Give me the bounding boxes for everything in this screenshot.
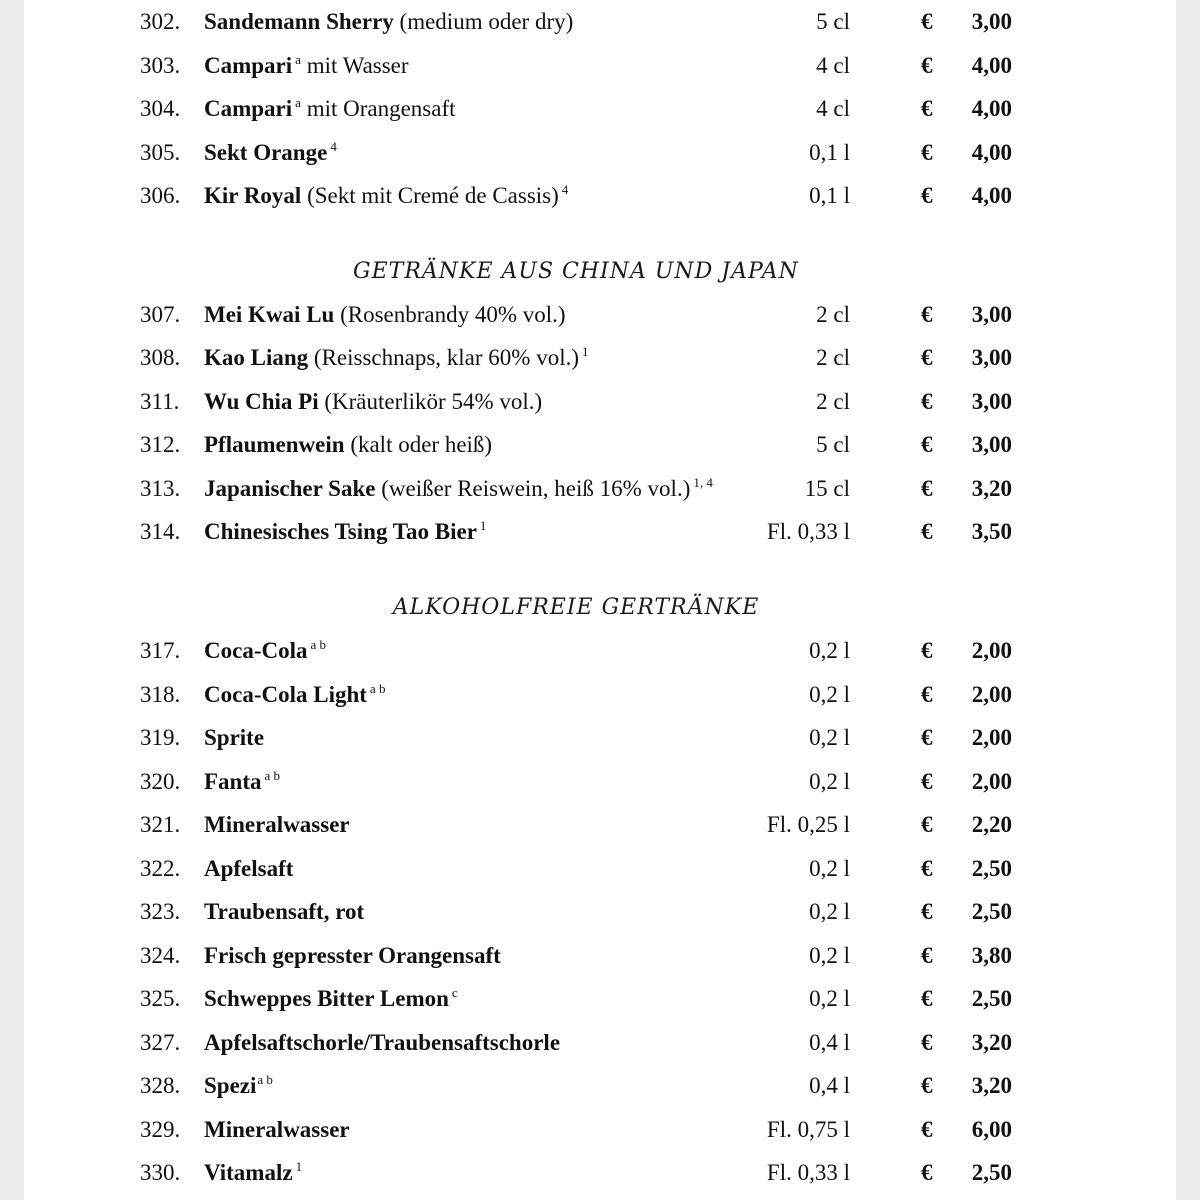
item-footnote: a bbox=[295, 52, 301, 67]
item-price: 4,00 bbox=[971, 183, 1012, 208]
item-number: 330. bbox=[140, 1160, 181, 1185]
item-number: 327. bbox=[140, 1030, 181, 1055]
item-name: Vitamalz bbox=[204, 1160, 293, 1185]
item-number: 324. bbox=[140, 943, 181, 968]
item-number: 317. bbox=[140, 638, 181, 663]
item-name: Mineralwasser bbox=[204, 1117, 350, 1142]
item-price: 3,00 bbox=[971, 389, 1012, 414]
item-description: (Reisschnaps, klar 60% vol.) bbox=[308, 345, 580, 370]
item-price: 2,50 bbox=[971, 856, 1012, 881]
item-quantity: 2 cl bbox=[816, 345, 850, 370]
item-quantity: 0,2 l bbox=[809, 638, 850, 663]
item-name: Coca-Cola Light bbox=[204, 682, 367, 707]
item-quantity: 5 cl bbox=[816, 9, 850, 34]
item-name: Spezi bbox=[204, 1073, 257, 1098]
item-quantity: 0,2 l bbox=[809, 725, 850, 750]
item-number: 302. bbox=[140, 9, 181, 34]
item-number: 321. bbox=[140, 812, 181, 837]
currency-symbol: € bbox=[921, 725, 933, 750]
item-quantity: 2 cl bbox=[816, 302, 850, 327]
item-quantity: 4 cl bbox=[816, 53, 850, 78]
menu-item bbox=[24, 474, 1176, 504]
item-quantity: 0,2 l bbox=[809, 943, 850, 968]
item-quantity: 0,2 l bbox=[809, 682, 850, 707]
item-price: 2,20 bbox=[971, 812, 1012, 837]
item-quantity: 0,1 l bbox=[809, 140, 850, 165]
item-number: 313. bbox=[140, 476, 181, 501]
item-number: 320. bbox=[140, 769, 181, 794]
item-description: (weißer Reiswein, heiß 16% vol.) bbox=[375, 476, 691, 501]
item-footnote: a b bbox=[310, 637, 327, 652]
item-name: Sekt Orange bbox=[204, 140, 328, 165]
item-price: 6,00 bbox=[971, 1117, 1012, 1142]
menu-item bbox=[24, 767, 1176, 797]
item-quantity: 0,1 l bbox=[809, 183, 850, 208]
currency-symbol: € bbox=[921, 476, 933, 501]
currency-symbol: € bbox=[921, 899, 933, 924]
item-number: 304. bbox=[140, 96, 181, 121]
section-heading: GETRÄNKE AUS CHINA UND JAPAN bbox=[353, 259, 799, 284]
item-quantity: 0,2 l bbox=[809, 769, 850, 794]
currency-symbol: € bbox=[921, 183, 933, 208]
menu-item bbox=[24, 723, 1176, 753]
section-heading: ALKOHOLFREIE GERTRÄNKE bbox=[392, 595, 760, 620]
menu-item bbox=[24, 984, 1176, 1014]
item-name: Chinesisches Tsing Tao Bier bbox=[204, 519, 477, 544]
item-price: 3,80 bbox=[971, 943, 1012, 968]
menu-item bbox=[24, 138, 1176, 168]
item-price: 3,00 bbox=[971, 302, 1012, 327]
item-number: 311. bbox=[140, 389, 180, 414]
currency-symbol: € bbox=[921, 345, 933, 370]
menu-item bbox=[24, 1071, 1176, 1101]
item-name: Frisch gepresster Orangensaft bbox=[204, 943, 501, 968]
menu-item bbox=[24, 1028, 1176, 1058]
menu-page bbox=[24, 0, 1176, 1200]
item-number: 314. bbox=[140, 519, 181, 544]
item-footnote: a b bbox=[257, 1072, 273, 1087]
item-name: Japanischer Sake bbox=[204, 476, 376, 501]
item-description: (Rosenbrandy 40% vol.) bbox=[334, 302, 566, 327]
item-name: Schweppes Bitter Lemon bbox=[204, 986, 449, 1011]
item-name: Fanta bbox=[204, 769, 262, 794]
item-quantity: 0,2 l bbox=[809, 986, 850, 1011]
item-quantity: 15 cl bbox=[804, 476, 850, 501]
item-number: 328. bbox=[140, 1073, 181, 1098]
item-description: mit Wasser bbox=[300, 53, 409, 78]
item-number: 318. bbox=[140, 682, 181, 707]
menu-item bbox=[24, 51, 1176, 81]
item-price: 4,00 bbox=[971, 53, 1012, 78]
item-price: 2,00 bbox=[971, 638, 1012, 663]
item-name: Apfelsaft bbox=[204, 856, 294, 881]
item-footnote: 1 bbox=[479, 518, 487, 533]
item-price: 2,50 bbox=[971, 1160, 1012, 1185]
item-name: Traubensaft, rot bbox=[204, 899, 365, 924]
item-description: mit Orangensaft bbox=[300, 96, 456, 121]
menu-item bbox=[24, 680, 1176, 710]
item-footnote: c bbox=[451, 985, 458, 1000]
item-number: 325. bbox=[140, 986, 181, 1011]
item-name: Campari bbox=[204, 96, 293, 121]
menu-item bbox=[24, 1115, 1176, 1145]
item-number: 307. bbox=[140, 302, 181, 327]
item-price: 3,20 bbox=[971, 476, 1012, 501]
menu-item bbox=[24, 94, 1176, 124]
item-number: 303. bbox=[140, 53, 181, 78]
menu-item bbox=[24, 636, 1176, 666]
menu-item bbox=[24, 430, 1176, 460]
item-description: (medium oder dry) bbox=[393, 9, 574, 34]
menu-item bbox=[24, 343, 1176, 373]
menu-item bbox=[24, 387, 1176, 417]
item-quantity: 5 cl bbox=[816, 432, 850, 457]
item-quantity: Fl. 0,33 l bbox=[766, 1160, 850, 1185]
item-quantity: 0,2 l bbox=[809, 856, 850, 881]
currency-symbol: € bbox=[921, 53, 933, 78]
item-description: (Sekt mit Cremé de Cassis) bbox=[301, 183, 559, 208]
item-footnote: 1, 4 bbox=[693, 475, 713, 490]
currency-symbol: € bbox=[921, 769, 933, 794]
item-price: 3,50 bbox=[971, 519, 1012, 544]
item-footnote: a bbox=[295, 95, 301, 110]
item-description: (Kräuterlikör 54% vol.) bbox=[318, 389, 543, 414]
item-footnote: 1 bbox=[295, 1159, 303, 1174]
item-number: 322. bbox=[140, 856, 181, 881]
item-name: Kao Liang bbox=[204, 345, 309, 370]
item-price: 3,00 bbox=[971, 432, 1012, 457]
menu-item bbox=[24, 7, 1176, 37]
currency-symbol: € bbox=[921, 1117, 933, 1142]
item-price: 3,00 bbox=[971, 9, 1012, 34]
item-price: 3,20 bbox=[971, 1073, 1012, 1098]
currency-symbol: € bbox=[921, 1160, 933, 1185]
currency-symbol: € bbox=[921, 812, 933, 837]
menu-item bbox=[24, 181, 1176, 211]
item-number: 323. bbox=[140, 899, 181, 924]
menu-item bbox=[24, 941, 1176, 971]
item-number: 306. bbox=[140, 183, 181, 208]
menu-item bbox=[24, 897, 1176, 927]
item-name: Sandemann Sherry bbox=[204, 9, 394, 34]
item-number: 319. bbox=[140, 725, 181, 750]
item-quantity: 0,4 l bbox=[809, 1073, 850, 1098]
menu-item bbox=[24, 810, 1176, 840]
item-footnote: a b bbox=[369, 681, 386, 696]
item-footnote: 4 bbox=[330, 139, 337, 154]
menu-item bbox=[24, 300, 1176, 330]
currency-symbol: € bbox=[921, 9, 933, 34]
currency-symbol: € bbox=[921, 519, 933, 544]
item-price: 2,00 bbox=[971, 769, 1012, 794]
currency-symbol: € bbox=[921, 96, 933, 121]
item-quantity: 2 cl bbox=[816, 389, 850, 414]
item-number: 308. bbox=[140, 345, 181, 370]
item-name: Apfelsaftschorle/Traubensaftschorle bbox=[204, 1030, 561, 1055]
item-footnote: a b bbox=[264, 768, 281, 783]
currency-symbol: € bbox=[921, 638, 933, 663]
item-number: 305. bbox=[140, 140, 181, 165]
menu-item bbox=[24, 1158, 1176, 1188]
item-quantity: 4 cl bbox=[816, 96, 850, 121]
item-quantity: Fl. 0,33 l bbox=[766, 519, 850, 544]
currency-symbol: € bbox=[921, 140, 933, 165]
item-name: Sprite bbox=[204, 725, 265, 750]
item-name: Kir Royal bbox=[204, 183, 302, 208]
currency-symbol: € bbox=[921, 1073, 933, 1098]
item-name: Mei Kwai Lu bbox=[204, 302, 335, 327]
item-number: 312. bbox=[140, 432, 181, 457]
item-price: 4,00 bbox=[971, 96, 1012, 121]
item-quantity: 0,2 l bbox=[809, 899, 850, 924]
item-footnote: 4 bbox=[561, 182, 569, 197]
currency-symbol: € bbox=[921, 1030, 933, 1055]
currency-symbol: € bbox=[921, 682, 933, 707]
item-price: 2,50 bbox=[971, 899, 1012, 924]
item-name: Campari bbox=[204, 53, 293, 78]
item-quantity: Fl. 0,25 l bbox=[766, 812, 850, 837]
item-name: Pflaumenwein bbox=[204, 432, 345, 457]
currency-symbol: € bbox=[921, 389, 933, 414]
item-quantity: 0,4 l bbox=[809, 1030, 850, 1055]
item-number: 329. bbox=[140, 1117, 181, 1142]
item-name: Coca-Cola bbox=[204, 638, 308, 663]
currency-symbol: € bbox=[921, 943, 933, 968]
item-price: 2,50 bbox=[971, 986, 1012, 1011]
item-footnote: 1 bbox=[582, 344, 589, 359]
item-price: 2,00 bbox=[971, 725, 1012, 750]
currency-symbol: € bbox=[921, 432, 933, 457]
item-description: (kalt oder heiß) bbox=[344, 432, 493, 457]
currency-symbol: € bbox=[921, 986, 933, 1011]
item-name: Mineralwasser bbox=[204, 812, 350, 837]
item-price: 4,00 bbox=[971, 140, 1012, 165]
item-price: 3,20 bbox=[971, 1030, 1012, 1055]
currency-symbol: € bbox=[921, 856, 933, 881]
item-price: 2,00 bbox=[971, 682, 1012, 707]
menu-item bbox=[24, 517, 1176, 547]
item-price: 3,00 bbox=[971, 345, 1012, 370]
currency-symbol: € bbox=[921, 302, 933, 327]
menu-item bbox=[24, 854, 1176, 884]
item-quantity: Fl. 0,75 l bbox=[766, 1117, 850, 1142]
item-name: Wu Chia Pi bbox=[204, 389, 319, 414]
